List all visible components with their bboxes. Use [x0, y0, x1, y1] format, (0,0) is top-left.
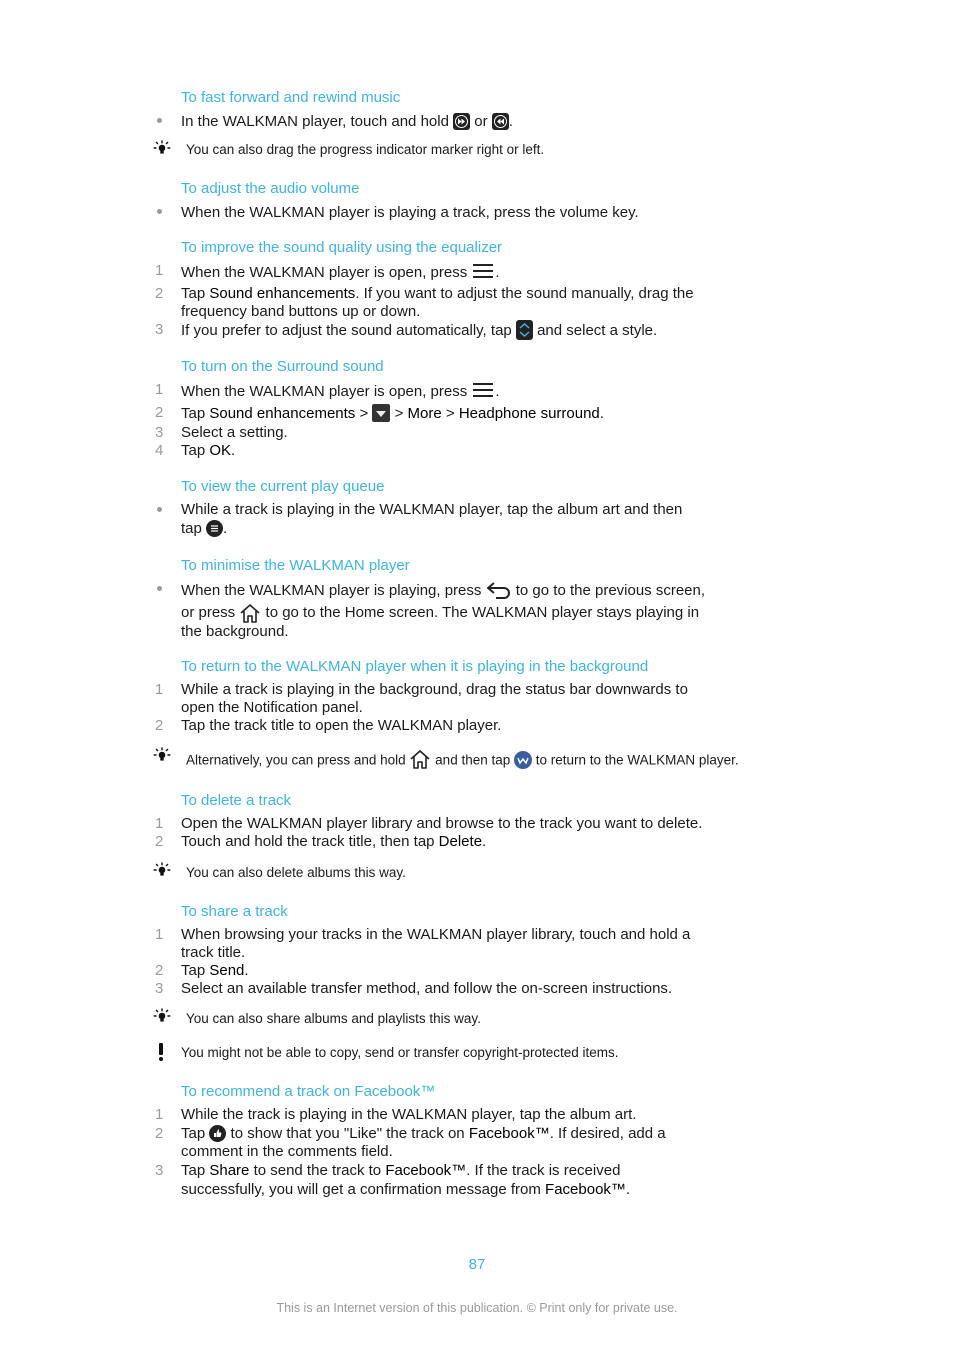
tip-icon [153, 747, 171, 765]
step-text: Tap Share to send the track to Facebook™. If the track is received [181, 1162, 621, 1179]
step-text: or press to go to the Home screen. The WALKMAN player stays playing in [181, 602, 699, 624]
heading-surround: To turn on the Surround sound [181, 358, 384, 375]
warning-text: You might not be able to copy, send or transfer copyright-protected items. [181, 1045, 619, 1060]
step-number: 1 [155, 262, 164, 279]
step-text: Tap Sound enhancements. If you want to adjust the sound manually, drag the [181, 285, 694, 302]
step-text: Select an available transfer method, and follow the on-screen instructions. [181, 980, 673, 997]
tip-icon [153, 140, 171, 158]
back-icon [486, 581, 512, 601]
step-text: When the WALKMAN player is playing a track, press the volume key. [181, 204, 639, 221]
bullet [157, 118, 162, 123]
tip-text: You can also delete albums this way. [186, 865, 406, 880]
step-text: Tap to show that you "Like" the track on Facebook™. If desired, add a [181, 1125, 666, 1142]
step-text: If you prefer to adjust the sound automatically, tap and select a style. [181, 321, 658, 339]
step-text: Tap the track title to open the WALKMAN player. [181, 717, 502, 734]
play-queue-icon [206, 520, 223, 537]
step-number: 2 [155, 833, 164, 850]
heading-facebook: To recommend a track on Facebook™ [181, 1083, 436, 1100]
step-number: 2 [155, 1125, 164, 1142]
step-text: the background. [181, 623, 289, 640]
home-icon [409, 748, 431, 770]
tip-text: Alternatively, you can press and hold and then tap to return to the WALKMAN player. [186, 750, 739, 772]
heading-delete-track: To delete a track [181, 792, 292, 809]
step-text: Tap Sound enhancements > > More > Headphone surround. [181, 405, 604, 422]
step-text: tap . [181, 520, 228, 537]
page-number: 87 [468, 1256, 486, 1273]
step-number: 3 [155, 1162, 164, 1179]
walkman-app-icon [514, 751, 532, 769]
dropdown-icon [372, 404, 390, 422]
step-text: Tap Send. [181, 962, 249, 979]
step-text: Open the WALKMAN player library and browse to the track you want to delete. [181, 815, 703, 832]
heading-fast-forward: To fast forward and rewind music [181, 89, 401, 106]
step-number: 2 [155, 285, 164, 302]
step-number: 1 [155, 926, 164, 943]
heading-audio-volume: To adjust the audio volume [181, 180, 360, 197]
step-text: When the WALKMAN player is open, press . [181, 383, 500, 400]
step-number: 1 [155, 381, 164, 398]
step-text: While a track is playing in the WALKMAN player, tap the album art and then [181, 501, 683, 518]
menu-icon [471, 381, 495, 399]
home-icon [239, 602, 261, 624]
tip-text: You can also drag the progress indicator marker right or left. [186, 142, 545, 157]
step-text: When the WALKMAN player is playing, press to go to the previous screen, [181, 581, 705, 601]
sound-style-icon [516, 320, 533, 340]
step-number: 2 [155, 404, 164, 421]
step-number: 1 [155, 681, 164, 698]
step-number: 3 [155, 424, 164, 441]
heading-minimise: To minimise the WALKMAN player [181, 557, 410, 574]
bullet [157, 507, 162, 512]
fast-forward-icon [453, 113, 470, 130]
step-text: Touch and hold the track title, then tap Delete. [181, 833, 487, 850]
step-number: 4 [155, 442, 164, 459]
bullet [157, 209, 162, 214]
step-text: open the Notification panel. [181, 699, 363, 716]
tip-text: You can also share albums and playlists this way. [186, 1011, 481, 1026]
step-text: While the track is playing in the WALKMAN player, tap the album art. [181, 1106, 637, 1123]
bullet [157, 586, 162, 591]
footer-notice: This is an Internet version of this publication. © Print only for private use. [276, 1301, 678, 1315]
menu-icon [471, 262, 495, 280]
step-text: frequency band buttons up or down. [181, 303, 421, 320]
step-text: When browsing your tracks in the WALKMAN player library, touch and hold a [181, 926, 691, 943]
step-text: Select a setting. [181, 424, 288, 441]
step-number: 3 [155, 980, 164, 997]
step-text: While a track is playing in the background, drag the status bar downwards to [181, 681, 688, 698]
tip-icon [153, 1008, 171, 1026]
warning-icon [158, 1042, 164, 1062]
like-icon [209, 1125, 226, 1142]
step-number: 1 [155, 815, 164, 832]
step-number: 2 [155, 717, 164, 734]
step-text: successfully, you will get a confirmation message from Facebook™. [181, 1181, 631, 1198]
step-number: 3 [155, 321, 164, 338]
step-number: 2 [155, 962, 164, 979]
step-text: comment in the comments field. [181, 1143, 393, 1160]
heading-share-track: To share a track [181, 903, 288, 920]
heading-equalizer: To improve the sound quality using the equalizer [181, 239, 503, 256]
step-text: When the WALKMAN player is open, press . [181, 264, 500, 281]
step-number: 1 [155, 1106, 164, 1123]
rewind-icon [492, 113, 509, 130]
tip-icon [153, 862, 171, 880]
heading-play-queue: To view the current play queue [181, 478, 385, 495]
step-text: In the WALKMAN player, touch and hold or . [181, 113, 513, 130]
step-text: track title. [181, 944, 246, 961]
heading-return-walkman: To return to the WALKMAN player when it is playing in the background [181, 658, 649, 675]
step-text: Tap OK. [181, 442, 236, 459]
